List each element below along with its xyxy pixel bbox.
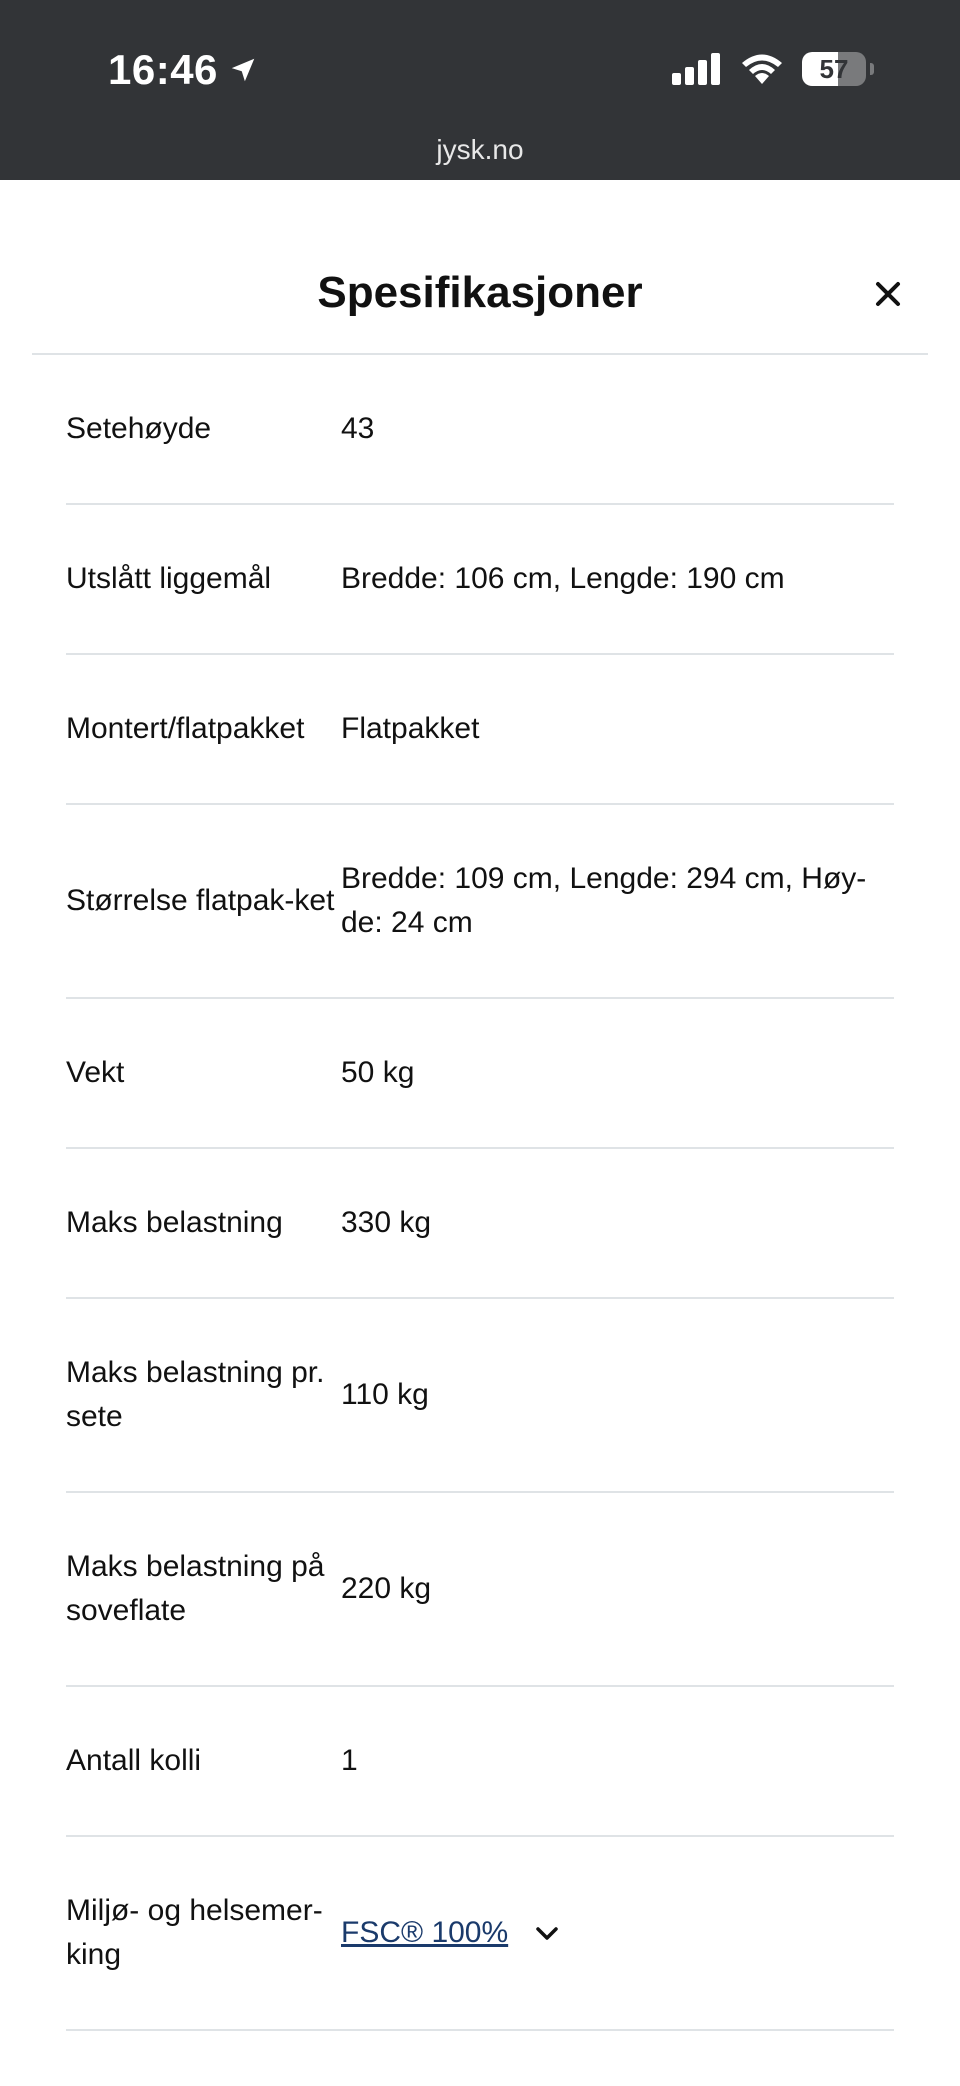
spec-row [66, 1149, 894, 1299]
sheet-header [32, 180, 928, 355]
spec-row [66, 999, 894, 1149]
spec-label: Montert/flatpakket [66, 712, 305, 745]
spec-label: Miljø- og helsemer-king [66, 1894, 323, 1971]
spec-label: Antall kolli [66, 1744, 202, 1777]
spec-value: Flatpakket [341, 712, 480, 745]
spec-row [66, 505, 894, 655]
spec-value: 50 kg [341, 1056, 415, 1089]
spec-value: Bredde: 109 cm, Lengde: 294 cm, Høy-de: 24 cm [341, 862, 867, 939]
spec-value: 220 kg [341, 1572, 432, 1605]
clock: 16:46 [108, 46, 218, 93]
spec-label: Maks belastning på soveflate [66, 1550, 325, 1627]
battery-level: 57 [819, 53, 849, 84]
spec-label: Setehøyde [66, 412, 212, 445]
spec-value [341, 1911, 894, 1955]
spec-row [66, 1493, 894, 1687]
spec-row [66, 1299, 894, 1493]
spec-label: Maks belastning pr. sete [66, 1356, 325, 1433]
battery-cap [870, 63, 874, 75]
signal-bars-icon [672, 53, 722, 85]
status-icons [672, 52, 874, 86]
spec-row [66, 655, 894, 805]
spec-row [66, 805, 894, 999]
spec-label: Maks belastning [66, 1206, 283, 1239]
spec-row [66, 1687, 894, 1837]
spec-row [66, 355, 894, 505]
spec-value: 330 kg [341, 1206, 432, 1239]
spec-list [66, 355, 894, 2031]
spec-row [66, 1837, 894, 2031]
spec-label: Utslått liggemål [66, 562, 272, 595]
location-arrow-icon [228, 55, 258, 85]
spec-value: 1 [341, 1744, 358, 1777]
fsc-certification-link[interactable]: FSC® 100% [341, 1916, 509, 1949]
status-time [108, 46, 258, 94]
spec-value: 110 kg [341, 1378, 429, 1411]
status-bar [0, 0, 960, 180]
address-bar-url[interactable]: jysk.no [436, 134, 524, 165]
wifi-icon [740, 53, 784, 85]
chevron-down-icon[interactable] [535, 1926, 559, 1942]
battery-icon [802, 52, 866, 86]
spec-label: Størrelse flatpak-ket [66, 884, 335, 917]
close-icon [875, 281, 901, 307]
close-button[interactable] [870, 276, 906, 312]
page-title: Spesifikasjoner [317, 268, 643, 317]
spec-value: 43 [341, 412, 375, 445]
spec-value: Bredde: 106 cm, Lengde: 190 cm [341, 562, 785, 595]
spec-label: Vekt [66, 1056, 125, 1089]
